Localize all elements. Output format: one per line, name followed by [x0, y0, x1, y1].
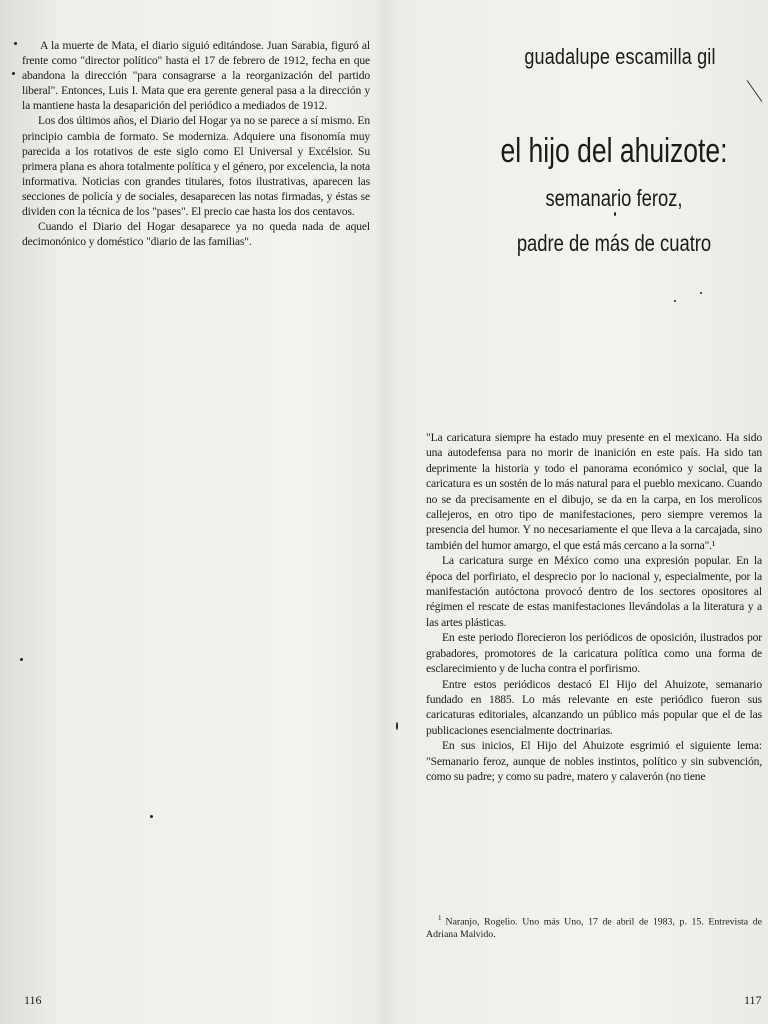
speck [674, 300, 676, 302]
right-paragraph-1: "La caricatura siempre ha estado muy presente en el mexicano. Ha sido una autodefensa para no morir de inanición en este país. Ha sido tan deprimente la historia y todo el panorama económico y social, que la caricatura es un sostén de lo más natural para el pueblo mexicano. Cuando no se da precisamente en el dibujo, se da en la carpa, en los merolicos callejeros, en otro tipo de manifestaciones, pero siempre veremos la presencia del humor. Y no necesariamente el que lleva a la carcajada, sino también del humor amargo, el que está más cercano a la sorna".¹ [426, 431, 762, 552]
right-page [384, 0, 768, 1024]
right-paragraph-3: En este periodo florecieron los periódicos de oposición, ilustrados por grabadores, promotores de la caricatura política como una forma de esclarecimiento y de lucha contra el porfirismo. [426, 631, 762, 676]
chapter-subtitle-line2: padre de más de cuatro [516, 230, 712, 256]
footnote [426, 912, 762, 941]
left-page-body [22, 38, 370, 249]
speck [12, 72, 15, 75]
right-paragraph-5: En sus inicios, El Hijo del Ahuizote esgrimió el siguiente lema: "Semanario feroz, aunque de nobles instintos, político y sin subvención, como su padre; y como su padre, matero y calaverón (no tiene [426, 739, 762, 783]
right-paragraph-4: Entre estos periódicos destacó El Hijo del Ahuizote, semanario fundado en 1885. Lo más relevante en este periódico fueron sus caricaturas editoriales, alcanzando un público más popular que el de las publicaciones esencialmente doctrinarias. [426, 677, 762, 737]
speck [150, 815, 153, 818]
speck [614, 212, 616, 216]
footnote-text: Naranjo, Rogelio. Uno más Uno, 17 de abril de 1983, p. 15. Entrevista de Adriana Malvido. [426, 916, 762, 941]
author-name: guadalupe escamilla gil [524, 44, 716, 69]
speck [14, 42, 17, 45]
chapter-subtitle-line1: semanario feroz, [545, 185, 683, 211]
speck [396, 722, 398, 730]
stray-mark [747, 80, 763, 102]
left-paragraph-3: Cuando el Diario del Hogar desaparece ya no queda nada de aquel decimonónico y doméstico "diario de las familias". [22, 220, 370, 249]
right-paragraph-2: La caricatura surge en México como una expresión popular. En la época del porfiriato, el desprecio por lo nacional y, especialmente, por la manifestación autóctona provocó dentro de los sectores opositores al régimen el rescate de estas manifestaciones llevándolas a la literatura y a las artes plásticas. [426, 554, 762, 629]
right-page-body [426, 430, 762, 784]
speck [20, 658, 23, 661]
chapter-title: el hijo del ahuizote: [500, 132, 728, 170]
left-paragraph-2: Los dos últimos años, el Diario del Hogar ya no se parece a sí mismo. En principio cambia de formato. Se moderniza. Adquiere una fisonomía muy parecida a los rotativos de este siglo como El Universal y Excélsior. Su primera plana es ahora totalmente política y el género, por excelencia, la nota informativa. Noticias con grandes titulares, fotos ilustrativas, aparecen las secciones de policía y de sociales, desaparecen las notas firmadas, y éstas se dividen con la técnica de los "pases". El precio cae hasta los dos centavos. [22, 114, 370, 219]
right-page-number: 117 [744, 993, 762, 1007]
footnote-mark: 1 [438, 914, 442, 922]
left-page-number: 116 [24, 993, 42, 1007]
speck [700, 292, 702, 294]
left-paragraph-1: A la muerte de Mata, el diario siguió editándose. Juan Sarabia, figuró al frente como "director político" hasta el 17 de febrero de 1912, fecha en que abandona la dirección "para consagrarse a la reorganización del partido liberal". Entonces, Luis I. Mata que era gerente general pasa a la dirección y la mantiene hasta la desaparición del periódico a mediados de 1912. [22, 39, 370, 113]
